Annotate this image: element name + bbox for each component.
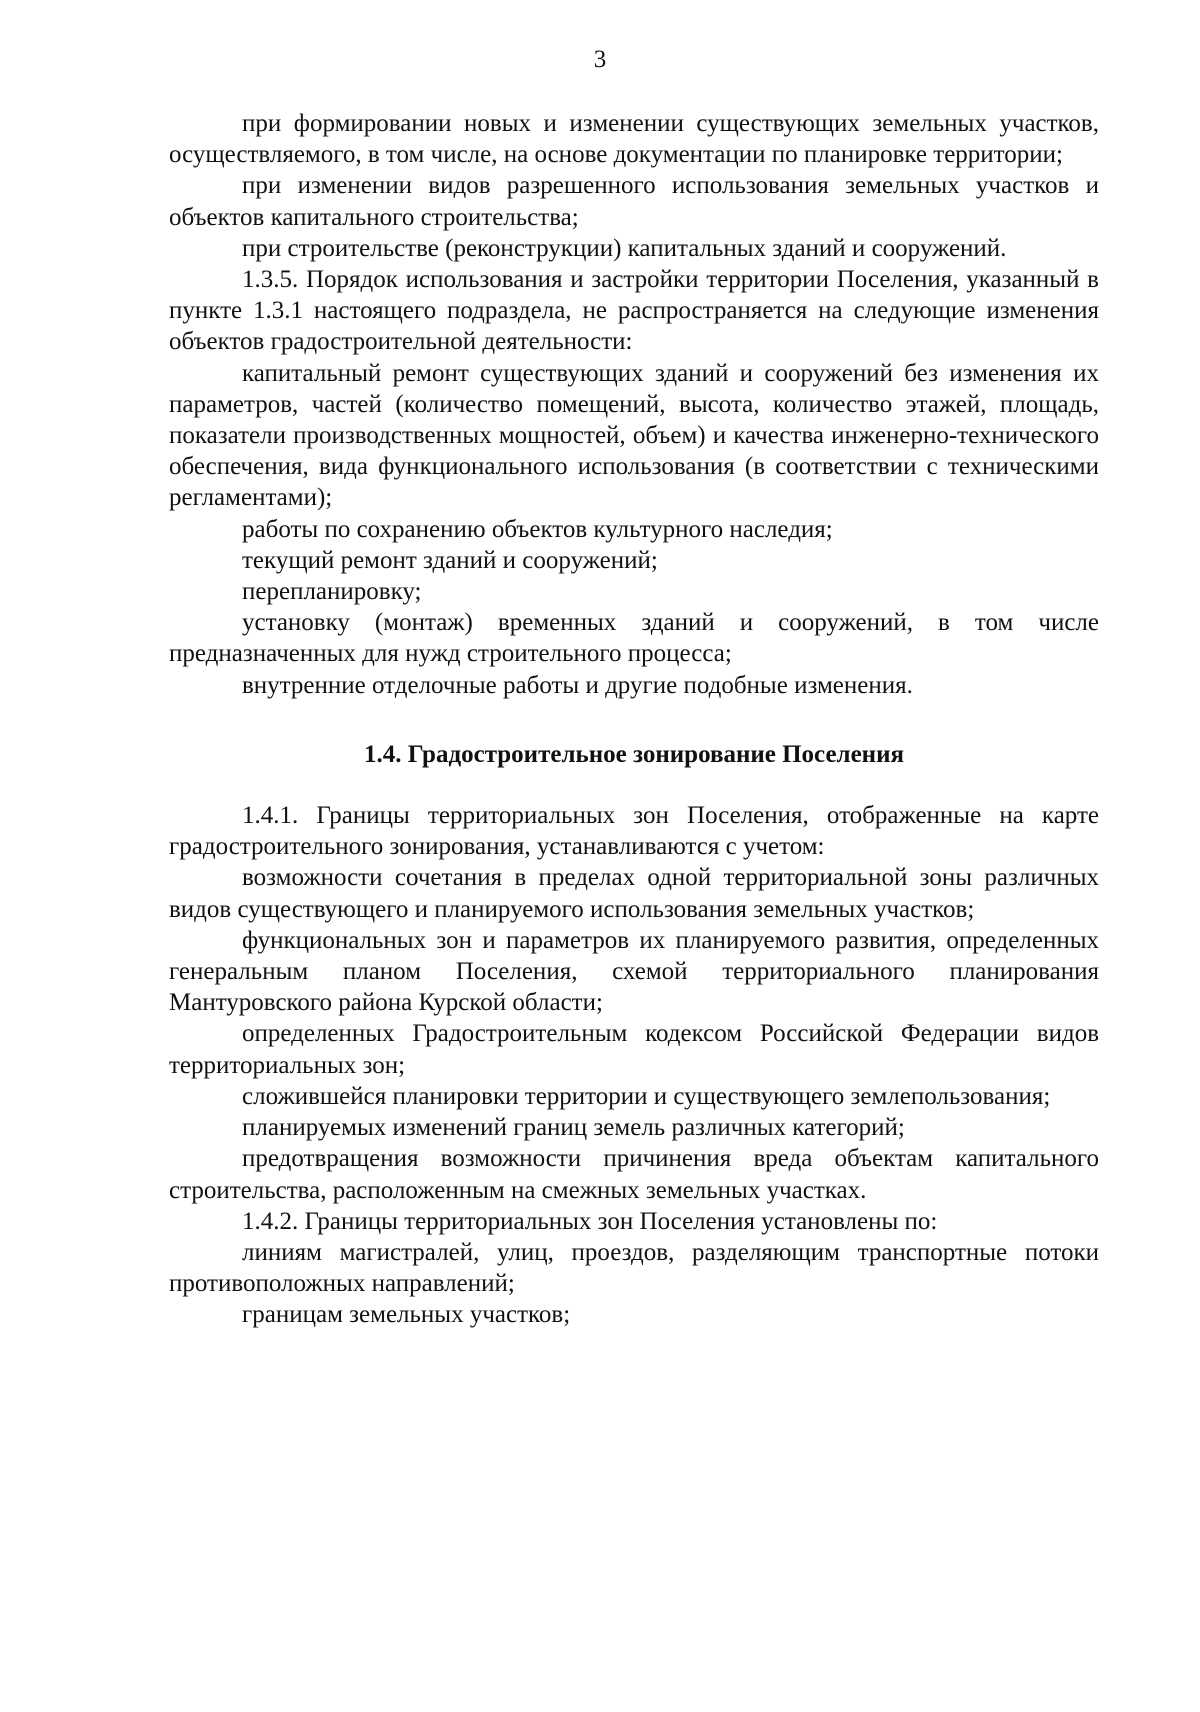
paragraph: границам земельных участков; bbox=[242, 1301, 571, 1329]
paragraph: определенных Градостроительным кодексом Российской Федерации видов территориальных зон; bbox=[169, 1020, 1099, 1079]
section-heading-1-4: 1.4. Градостроительное зонирование Поселения bbox=[363, 740, 905, 768]
document-body bbox=[169, 108, 1099, 1331]
paragraph: сложившейся планировки территории и существующего землепользования; bbox=[242, 1082, 1051, 1110]
paragraph: функциональных зон и параметров их планируемого развития, определенных генеральным планом Поселения, схемой территориального планирования Мантуровского района Курской области; bbox=[169, 926, 1099, 1017]
paragraph: капитальный ремонт существующих зданий и сооружений без изменения их параметров, частей (количество помещений, высота, количество этажей, площадь, показатели производственных мощностей, объем) и качества инженерно-технического обеспечения, вида функционального использования (в соответствии с техническими регламентами); bbox=[169, 359, 1099, 512]
paragraph: установку (монтаж) временных зданий и сооружений, в том числе предназначенных для нужд строительного процесса; bbox=[169, 609, 1099, 668]
paragraph: предотвращения возможности причинения вреда объектам капитального строительства, расположенным на смежных земельных участках. bbox=[169, 1145, 1099, 1204]
paragraph: возможности сочетания в пределах одной территориальной зоны различных видов существующего и планируемого использования земельных участков; bbox=[169, 864, 1099, 923]
paragraph: при изменении видов разрешенного использования земельных участков и объектов капитального строительства; bbox=[169, 172, 1099, 231]
paragraph: планируемых изменений границ земель различных категорий; bbox=[242, 1114, 905, 1142]
paragraph-1-3-5: 1.3.5. Порядок использования и застройки территории Поселения, указанный в пункте 1.3.1 настоящего подраздела, не распространяется на следующие изменения объектов градостроительной деятельности: bbox=[169, 266, 1099, 356]
paragraph: текущий ремонт зданий и сооружений; bbox=[242, 546, 658, 574]
paragraph-1-4-2: 1.4.2. Границы территориальных зон Поселения установлены по: bbox=[242, 1207, 938, 1235]
page-number: 3 bbox=[593, 46, 607, 73]
paragraph: работы по сохранению объектов культурного наследия; bbox=[242, 515, 833, 543]
paragraph: при строительстве (реконструкции) капитальных зданий и сооружений. bbox=[242, 234, 1007, 262]
paragraph: при формировании новых и изменении существующих земельных участков, осуществляемого, в том числе, на основе документации по планировке территории; bbox=[169, 110, 1099, 169]
paragraph: линиям магистралей, улиц, проездов, разделяющим транспортные потоки противоположных направлений; bbox=[169, 1238, 1099, 1298]
paragraph: перепланировку; bbox=[242, 578, 422, 606]
paragraph-1-4-1: 1.4.1. Границы территориальных зон Поселения, отображенные на карте градостроительного зонирования, устанавливаются с учетом: bbox=[169, 802, 1099, 861]
paragraph: внутренние отделочные работы и другие подобные изменения. bbox=[242, 671, 913, 699]
